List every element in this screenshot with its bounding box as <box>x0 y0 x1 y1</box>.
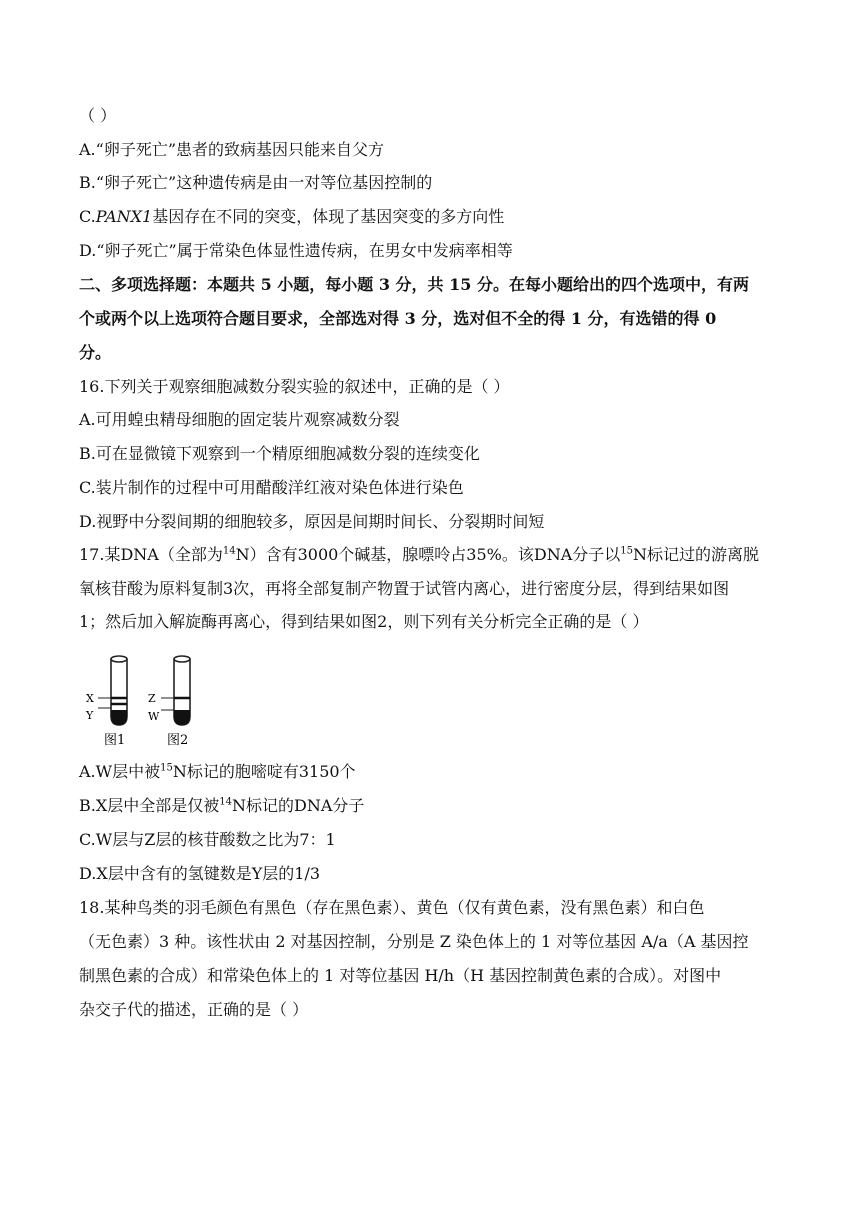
q15-option-b: B.“卵子死亡”这种遗传病是由一对等位基因控制的 <box>79 173 433 192</box>
section-heading: 二、多项选择题：本题共 5 小题，每小题 3 分，共 15 分。在每小题给出的四个选项中，有两 <box>79 275 749 294</box>
q15-option-a: A.“卵子死亡”患者的致病基因只能来自父方 <box>79 140 385 159</box>
q15-option-c <box>79 207 504 227</box>
q18-stem-line1: 18.某种鸟类的羽毛颜色有黑色（存在黑色素）、黄色（仅有黄色素，没有黑色素）和白色 <box>79 898 705 917</box>
centrifuge-tubes-figure <box>84 654 214 749</box>
section-heading-line2: 个或两个以上选项符合题目要求，全部选对得 3 分，选对但不全的得 1 分，有选错的得 0 <box>79 309 717 328</box>
q17-stem-line2: 氧核苷酸为原料复制3次，再将全部复制产物置于试管内离心，进行密度分层，得到结果如图 <box>79 579 730 598</box>
q18-stem-line4: 杂交子代的描述，正确的是（ ） <box>79 1000 309 1019</box>
label-x: X <box>86 692 94 705</box>
label-w: W <box>148 710 160 723</box>
tubes-diagram <box>84 654 214 749</box>
q16-option-a: A.可用蝗虫精母细胞的固定装片观察减数分裂 <box>79 410 400 429</box>
label-z: Z <box>148 692 156 705</box>
q16-stem: 16.下列关于观察细胞减数分裂实验的叙述中，正确的是（ ） <box>79 377 510 396</box>
q16-option-c: C.装片制作的过程中可用醋酸洋红液对染色体进行染色 <box>79 478 464 497</box>
tube-1 <box>85 656 127 725</box>
q18-stem-line3: 制黑色素的合成）和常染色体上的 1 对等位基因 H/h（H 基因控制黄色素的合成）。对图中 <box>79 966 722 985</box>
gene-name: PANX1 <box>95 207 153 226</box>
label-y: Y <box>86 709 94 722</box>
q17-option-d: D.X层中含有的氢键数是Y层的1/3 <box>79 864 321 883</box>
option-text: 基因存在不同的突变，体现了基因突变的多方向性 <box>152 207 505 226</box>
q18-stem-line2: （无色素）3 种。该性状由 2 对基因控制，分别是 Z 染色体上的 1 对等位基因 A/a（A 基因控 <box>79 932 749 951</box>
q15-option-d: D.“卵子死亡”属于常染色体显性遗传病，在男女中发病率相等 <box>79 241 513 260</box>
q17-option-a: A.W层中被$^{15}$N标记的胞嘧啶有3150个 <box>79 762 356 781</box>
q17-option-c: C.W层与Z层的核苷酸数之比为7：1 <box>79 830 336 849</box>
option-letter: C. <box>79 207 96 226</box>
answer-bracket: （ ） <box>79 106 117 125</box>
caption-figure-2: 图2 <box>167 733 189 748</box>
section-heading-line3: 分。 <box>79 343 112 362</box>
q16-option-b: B.可在显微镜下观察到一个精原细胞减数分裂的连续变化 <box>79 444 480 463</box>
caption-figure-1: 图1 <box>104 733 126 748</box>
q17-stem-line1: 17.某DNA（全部为$^{14}$N）含有3000个碱基，腺嘌呤占35%。该DNA分子以$^{15}$N标记过的游离脱 <box>79 545 759 564</box>
q17-stem-line3: 1；然后加入解旋酶再离心，得到结果如图2，则下列有关分析完全正确的是（ ） <box>79 612 649 631</box>
q17-option-b: B.X层中全部是仅被$^{14}$N标记的DNA分子 <box>79 796 365 815</box>
tube-2 <box>148 656 190 725</box>
q16-option-d: D.视野中分裂间期的细胞较多，原因是间期时间长、分裂期时间短 <box>79 512 545 531</box>
